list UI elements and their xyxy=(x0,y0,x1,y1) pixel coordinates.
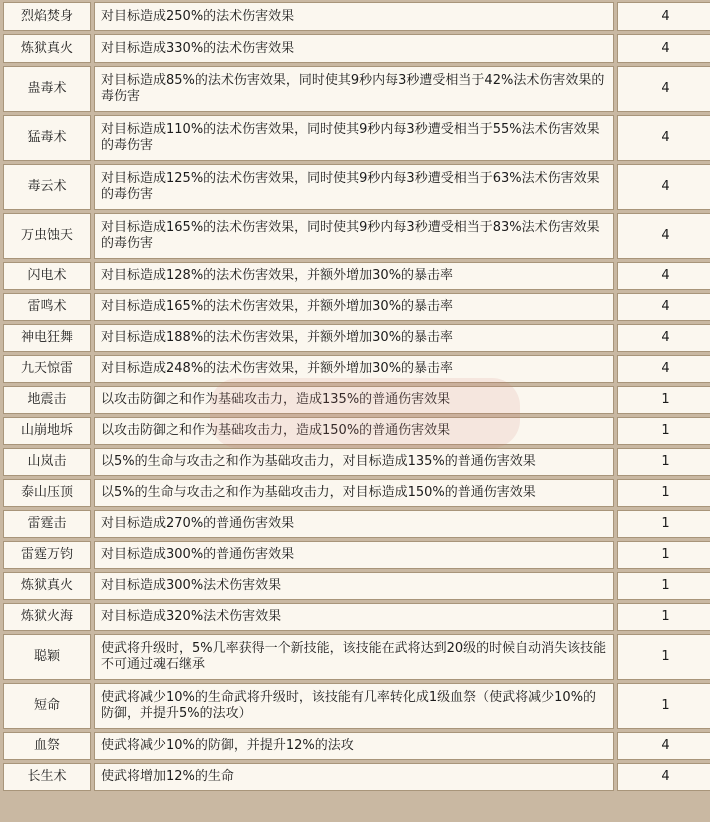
skill-name: 毒云术 xyxy=(3,164,91,210)
skill-level: 4 xyxy=(617,2,710,31)
skill-level: 1 xyxy=(617,683,710,729)
skill-description: 对目标造成270%的普通伤害效果 xyxy=(94,510,614,538)
table-row xyxy=(3,66,710,112)
skill-name: 聪颖 xyxy=(3,634,91,680)
skill-level: 4 xyxy=(617,262,710,290)
skill-level: 1 xyxy=(617,386,710,414)
skill-description: 使武将升级时，5%几率获得一个新技能，该技能在武将达到20级的时候自动消失该技能不可通过魂石继承 xyxy=(94,634,614,680)
table-row xyxy=(3,417,710,445)
skill-description: 对目标造成250%的法术伤害效果 xyxy=(94,2,614,31)
table-row xyxy=(3,510,710,538)
table-row xyxy=(3,448,710,476)
skill-description: 对目标造成300%法术伤害效果 xyxy=(94,572,614,600)
skill-name: 泰山压顶 xyxy=(3,479,91,507)
skill-description: 以攻击防御之和作为基础攻击力，造成150%的普通伤害效果 xyxy=(94,417,614,445)
skill-name: 神电狂舞 xyxy=(3,324,91,352)
table-row xyxy=(3,603,710,631)
skill-name: 地震击 xyxy=(3,386,91,414)
table-row xyxy=(3,355,710,383)
table-row xyxy=(3,541,710,569)
table-row xyxy=(3,763,710,791)
skill-level: 4 xyxy=(617,763,710,791)
skill-name: 猛毒术 xyxy=(3,115,91,161)
skill-name: 九天惊雷 xyxy=(3,355,91,383)
table-row xyxy=(3,34,710,63)
skill-description: 对目标造成248%的法术伤害效果，并额外增加30%的暴击率 xyxy=(94,355,614,383)
skill-name: 短命 xyxy=(3,683,91,729)
table-row xyxy=(3,683,710,729)
skill-level: 1 xyxy=(617,541,710,569)
table-row xyxy=(3,634,710,680)
skill-level: 4 xyxy=(617,66,710,112)
skill-description: 以攻击防御之和作为基础攻击力，造成135%的普通伤害效果 xyxy=(94,386,614,414)
table-row xyxy=(3,572,710,600)
skill-name: 闪电术 xyxy=(3,262,91,290)
skill-level: 4 xyxy=(617,213,710,259)
skill-name: 炼狱真火 xyxy=(3,572,91,600)
table-row xyxy=(3,293,710,321)
skill-description: 对目标造成300%的普通伤害效果 xyxy=(94,541,614,569)
table-row xyxy=(3,213,710,259)
skill-name: 烈焰焚身 xyxy=(3,2,91,31)
skill-level: 1 xyxy=(617,448,710,476)
skill-description: 使武将增加12%的生命 xyxy=(94,763,614,791)
skill-table-body xyxy=(3,2,710,791)
skill-level: 1 xyxy=(617,479,710,507)
table-row xyxy=(3,262,710,290)
skill-name: 雷鸣术 xyxy=(3,293,91,321)
skill-level: 1 xyxy=(617,510,710,538)
skill-level: 4 xyxy=(617,732,710,760)
skill-level: 4 xyxy=(617,34,710,63)
skill-description: 以5%的生命与攻击之和作为基础攻击力，对目标造成150%的普通伤害效果 xyxy=(94,479,614,507)
skill-name: 山崩地坼 xyxy=(3,417,91,445)
skill-description: 对目标造成110%的法术伤害效果，同时使其9秒内每3秒遭受相当于55%法术伤害效果的毒伤害 xyxy=(94,115,614,161)
skill-description: 对目标造成320%法术伤害效果 xyxy=(94,603,614,631)
skill-name: 雷霆击 xyxy=(3,510,91,538)
skill-name: 蛊毒术 xyxy=(3,66,91,112)
skill-description: 对目标造成165%的法术伤害效果，同时使其9秒内每3秒遭受相当于83%法术伤害效果的毒伤害 xyxy=(94,213,614,259)
table-row xyxy=(3,386,710,414)
skill-name: 血祭 xyxy=(3,732,91,760)
skill-description: 对目标造成330%的法术伤害效果 xyxy=(94,34,614,63)
skill-level: 1 xyxy=(617,603,710,631)
table-row xyxy=(3,479,710,507)
skill-level: 1 xyxy=(617,572,710,600)
table-row xyxy=(3,732,710,760)
skill-description: 对目标造成85%的法术伤害效果，同时使其9秒内每3秒遭受相当于42%法术伤害效果的毒伤害 xyxy=(94,66,614,112)
skill-level: 4 xyxy=(617,115,710,161)
skill-name: 炼狱火海 xyxy=(3,603,91,631)
skill-description: 使武将减少10%的生命武将升级时，该技能有几率转化成1级血祭（使武将减少10%的防御，并提升5%的法攻） xyxy=(94,683,614,729)
skill-level: 1 xyxy=(617,417,710,445)
table-row xyxy=(3,115,710,161)
table-row xyxy=(3,2,710,31)
skill-description: 对目标造成125%的法术伤害效果，同时使其9秒内每3秒遭受相当于63%法术伤害效果的毒伤害 xyxy=(94,164,614,210)
table-row xyxy=(3,324,710,352)
skill-level: 4 xyxy=(617,164,710,210)
skill-description: 以5%的生命与攻击之和作为基础攻击力，对目标造成135%的普通伤害效果 xyxy=(94,448,614,476)
table-row xyxy=(3,164,710,210)
skill-description: 对目标造成165%的法术伤害效果，并额外增加30%的暴击率 xyxy=(94,293,614,321)
skill-name: 炼狱真火 xyxy=(3,34,91,63)
skill-name: 雷霆万钧 xyxy=(3,541,91,569)
skill-level: 4 xyxy=(617,293,710,321)
skill-description: 对目标造成188%的法术伤害效果，并额外增加30%的暴击率 xyxy=(94,324,614,352)
skill-description: 对目标造成128%的法术伤害效果，并额外增加30%的暴击率 xyxy=(94,262,614,290)
skill-description: 使武将减少10%的防御，并提升12%的法攻 xyxy=(94,732,614,760)
skill-level: 4 xyxy=(617,355,710,383)
skill-name: 长生术 xyxy=(3,763,91,791)
skill-level: 4 xyxy=(617,324,710,352)
skill-name: 山岚击 xyxy=(3,448,91,476)
skill-name: 万虫蚀天 xyxy=(3,213,91,259)
skill-level: 1 xyxy=(617,634,710,680)
